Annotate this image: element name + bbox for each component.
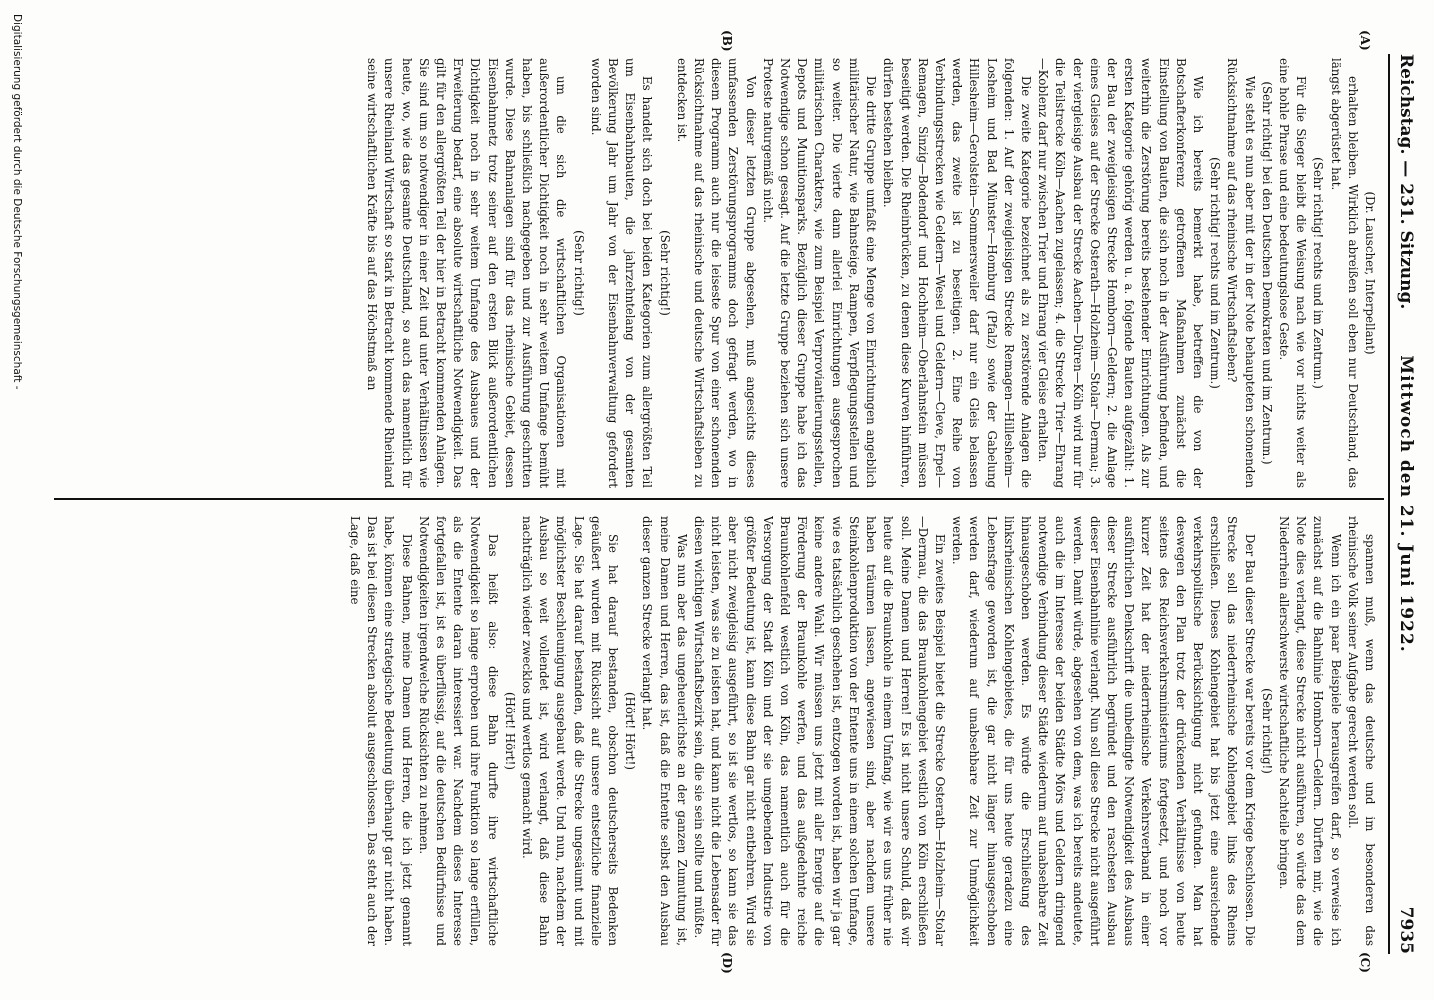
- right-column: [48, 516, 1378, 946]
- right-column-paragraph: Diese Bahnen, meine Damen und Herren, die ich jetzt genannt habe, können eine strategische Bedeutung überhaupt gar nicht haben. Das ist bei diesen Strecken absolut ausgeschlossen. Das steht auch der Lage, daß eine: [348, 516, 414, 946]
- right-column-paragraph: Der Bau dieser Strecke war bereits vor dem Kriege beschlossen. Die Strecke soll das niederrheinische Kohlengebiet links des Rheins erschließen. Dieses Kohlengebiet hat bis jetzt eine ausreichende verkehrspolitische Berücksichtigung nicht gefunden. Man hat deswegen den Plan trotz der drückenden Verhältnisse von heute seitens des Reichsverkehrsministeriums fortgesetzt, und noch vor kurzer Zeit hat der niederrheinische Verkehrsverband in einer ausführlichen Denkschrift die unbedingte Notwendigkeit des Ausbaus dieser Strecke ausführlich begründet und den raschesten Ausbau dieser Eisenbahnlinie verlangt. Nun soll diese Strecke nicht ausgeführt werden. Damit würde, abgesehen von dem, was ich bereits andeutete, auch die im Interesse der beiden Städte Mörs und Geldern dringend notwendige Verbindung dieser Städte wiederum auf unabsehbare Zeit hinausgeschoben werden. Es würde die Erschließung des linksrheinischen Kohlengebietes, die für uns heute geradezu eine Lebensfrage geworden ist, die gar nicht länger hinausgeschoben werden darf, wiederum auf unabsehbare Zeit zur Unmöglichkeit werden.: [950, 516, 1257, 946]
- right-column-paragraph: (Hört! Hört!): [502, 692, 517, 770]
- marker-b: (B): [720, 30, 734, 52]
- left-column-paragraph: (Sehr richtig! bei den Deutschen Demokraten und im Zentrum.): [1259, 81, 1274, 465]
- header-date: Mittwoch den 21. Juni 1922.: [1396, 355, 1416, 653]
- left-column-paragraph: erhalten bleiben. Wirklich abreißen soll eben nur Deutschland, das längst abgerüstet hat.: [1328, 58, 1360, 488]
- left-column-paragraph: Die dritte Gruppe umfaßt eine Menge von Einrichtungen angeblich militärischer Natur, wie Bahnsteige, Rampen, Verpflegungsstellen und so weiter. Die vierte dann allerlei Einrichtungen ausgesprochen militärischen Charakters, wie zum Beispiel Verproviantierungsstellen, Depots und Munitionsparks. Bezüglich dieser Gruppe habe ich das Notwendige schon gesagt. Auf die letzte Gruppe beziehen sich unsere Proteste naturgemäß nicht.: [760, 58, 879, 488]
- right-column-paragraph: (Hört! Hört!): [623, 692, 638, 770]
- page-number: 7935: [1396, 906, 1416, 954]
- right-column-paragraph: Das heißt also: diese Bahn durfte ihre wirtschaftliche Notwendigkeit so lange erproben und ihre Funktion so lange erfüllen, als die Entente daran interessiert war. Nachdem dieses Interesse fortgefallen ist, ist es überflüssig, auf die deutschen Bedürfnisse und Notwendigkeiten irgendwelche Rücksichten zu nehmen.: [416, 516, 500, 946]
- left-column-paragraph: (Sehr richtig! rechts und im Zentrum.): [1208, 157, 1223, 389]
- left-column-paragraph: Wie ich bereits bemerkt habe, betreffen die von der Botschafterkonferenz getroffenen Maßnahmen zunächst die Einstellung von Bauten, die sich noch in der Ausführung befinden, und weiterhin die Zerstörung bereits bestehender Einrichtungen. Als zur ersten Kategorie gehörig werden u. a. folgende Bauten aufgezählt: 1. der Bau der zweigleisigen Strecke Homborn—Geldern; 2. die Anlage eines Gleises auf der Strecke Osterath—Holzheim—Stolar—Dermau; 3. der viergleisige Ausbau der Strecke Aachen—Düren—Köln wird nur für die Teilstrecke Köln—Aachen zugelassen; 4. die Strecke Trier—Ehrang—Koblenz darf nur zwischen Trier und Ehrang vier Gleise erhalten.: [1036, 58, 1205, 488]
- marker-a: (A): [1358, 30, 1372, 51]
- right-column-paragraph: (Sehr richtig!): [1259, 688, 1274, 774]
- left-column-paragraph: Wie steht es nun aber mit der in der Note behaupteten schonenden Rücksichtnahme auf das rheinische Wirtschaftsleben?: [1225, 58, 1257, 488]
- left-column-paragraph: (Sehr richtig! rechts und im Zentrum.): [1311, 157, 1326, 389]
- left-column-paragraph: Es handelt sich doch bei beiden Kategorien zum allergrößten Teil um Eisenbahnbauten, die jahrzehntelang von der gesamten Bevölkerung Jahr um Jahr von der Eisenbahnverwaltung gefordert worden sind.: [588, 58, 655, 488]
- credit-text: Digitalisierung gefördert durch die Deutsche Forschungsgemeinschaft -: [11, 14, 23, 390]
- right-column-paragraph: Wenn ich ein paar Beispiele herausgreifen darf, so verweise ich zunächst auf die Bahnlinie Homborn—Geldern. Dürften mir, wie die Note dies verlangt, diese Strecke nicht ausführen, so würde das dem Niederrhein allerschwerste wirtschaftliche Nachteile bringen.: [1276, 516, 1343, 946]
- right-column-paragraph: Ein zweites Beispiel bietet die Strecke Osterath—Holzheim—Stolar—Dermau, die das Braunkohlengebiet westlich von Köln erschließen soll. Meine Damen und Herren! Es ist nicht unsere Schuld, daß wir heute auf die Braunkohle in einem Umfang, wie wir es uns früher nie haben träumen lassen, angewiesen sind, aber nachdem unsere Steinkohlenproduktion von der Entente uns in einem solchen Umfange, wie es tatsächlich geschehen ist, entzogen worden ist, haben wir ja gar keine andere Wahl. Wir müssen uns jetzt mit aller Energie auf die Förderung der Braunkohle werfen, und das außgedehnte reiche Braunkohlenfeld westlich von Köln, das namentlich auch für die Versorgung der Stadt Köln und der sie umgebenden Industrie von größter Bedeutung ist, kann diese Bahn gar nicht entbehren. Wird sie aber nicht zweigleisig ausgeführt, so ist sie wertlos, so kann sie das nicht leisten, was sie zu leisten hat, und kann nicht die Lebensader für diesen wichtigen Wirtschaftsbezirk sein, die sie sein sollte und müßte.: [692, 516, 947, 946]
- left-column-paragraph: (Dr. Lauscher, Interpellant): [1363, 191, 1377, 355]
- marker-d: (D): [720, 952, 734, 974]
- right-column-paragraph: Was nun aber das ungeheuerlichste an der ganzen Zumutung ist, meine Damen und Herren, das ist, daß die Entente selbst den Ausbau dieser ganzen Strecke verlangt hat.: [640, 516, 689, 946]
- left-column-paragraph: Für die Sieger bleibt die Weisung nach wie vor nichts weiter als eine hohle Phrase und eine bedeutungslose Geste.: [1276, 58, 1309, 488]
- marker-c: (C): [1358, 952, 1372, 973]
- digitization-credit: [5, 0, 29, 1000]
- left-column-paragraph: um die sich die wirtschaftlichen Organisationen mit außerordentlicher Dichtigkeit noch in sehr weitem Umfange bemüht haben, bis schließlich nachgegeben und zur Ausführung geschritten wurde. Diese Bahnanlagen sind für das rheinische Gebiet, dessen Eisenbahnnetz trotz seiner auf den ersten Blick außerordentlichen Dichtigkeit noch in sehr weitem Umfange des Ausbaues und der Erweiterung bedarf, eine absolute wirtschaftliche Notwendigkeit. Das gilt für den allergrößten Teil der hier in Betracht kommenden Anlagen. Sie sind um so notwendiger in einer Zeit und unter Verhältnissen wie heute, wo, wie das gesamte Deutschland, so auch das namentlich für unsere Rheinland Wirtschaft so stark in Betracht kommende Rheinland seine wirtschaftlichen Kräfte bis auf das Höchstmaß an: [365, 58, 569, 488]
- left-column-paragraph: Von dieser letzten Gruppe abgesehen, muß angesichts dieses umfassenden Zerstörungsprogramms doch gefragt werden, wo in diesem Programm auch nur die leiseste Spur von einer schonenden Rücksichtnahme auf das rheinische und deutsche Wirtschaftsleben zu entdecken ist.: [674, 58, 758, 488]
- left-column: [48, 58, 1378, 488]
- right-column-paragraph: Sie hat darauf bestanden, obschon deutscherseits Bedenken geäußert wurden mit Rücksicht auf unsere entsetzliche finanzielle Lage. Sie hat darauf bestanden, daß die Strecke ungesäumt und mit möglichster Beschleunigung ausgebaut werde. Und nun, nachdem der Ausbau so weit vollendet ist, wird verlangt, daß diese Bahn nachträglich wieder zwecklos und wertlos gemacht wird.: [520, 516, 621, 946]
- header-rule: [1388, 54, 1390, 954]
- header-left: Reichstag. — 231. Sitzung.: [1396, 54, 1416, 310]
- left-column-paragraph: Die zweite Kategorie bezeichnet als zu zerstörende Anlagen die folgenden: 1. Auf der zweigleisigen Strecke Remagen—Hillesheim—Losheim und Bad Münster—Homburg (Pfalz) sowie der Gabelung Hillesheim—Gerolstein—Sommersweiler darf nur ein Gleis belassen werden, das zweite ist zu beseitigen. 2. Eine Reihe von Verbindungsstrecken wie Geldern—Wesel und Geldern—Cleve, Erpel—Remagen, Sinzig—Bodendorf und Hochheim—Oberlahnstein müssen beseitigt werden. Die Rheinbrücken, zu denen diese Kurven hinführen, dürfen bestehen bleiben.: [881, 58, 1033, 488]
- column-divider: [54, 498, 1384, 500]
- page-header: [1390, 54, 1420, 954]
- left-column-paragraph: (Sehr richtig!): [571, 230, 586, 316]
- left-column-paragraph: (Sehr richtig!): [657, 230, 672, 316]
- right-column-paragraph: spannen muß, wenn das deutsche und im besonderen das rheinische Volk seiner Aufgabe gerecht werden soll.: [1345, 516, 1377, 946]
